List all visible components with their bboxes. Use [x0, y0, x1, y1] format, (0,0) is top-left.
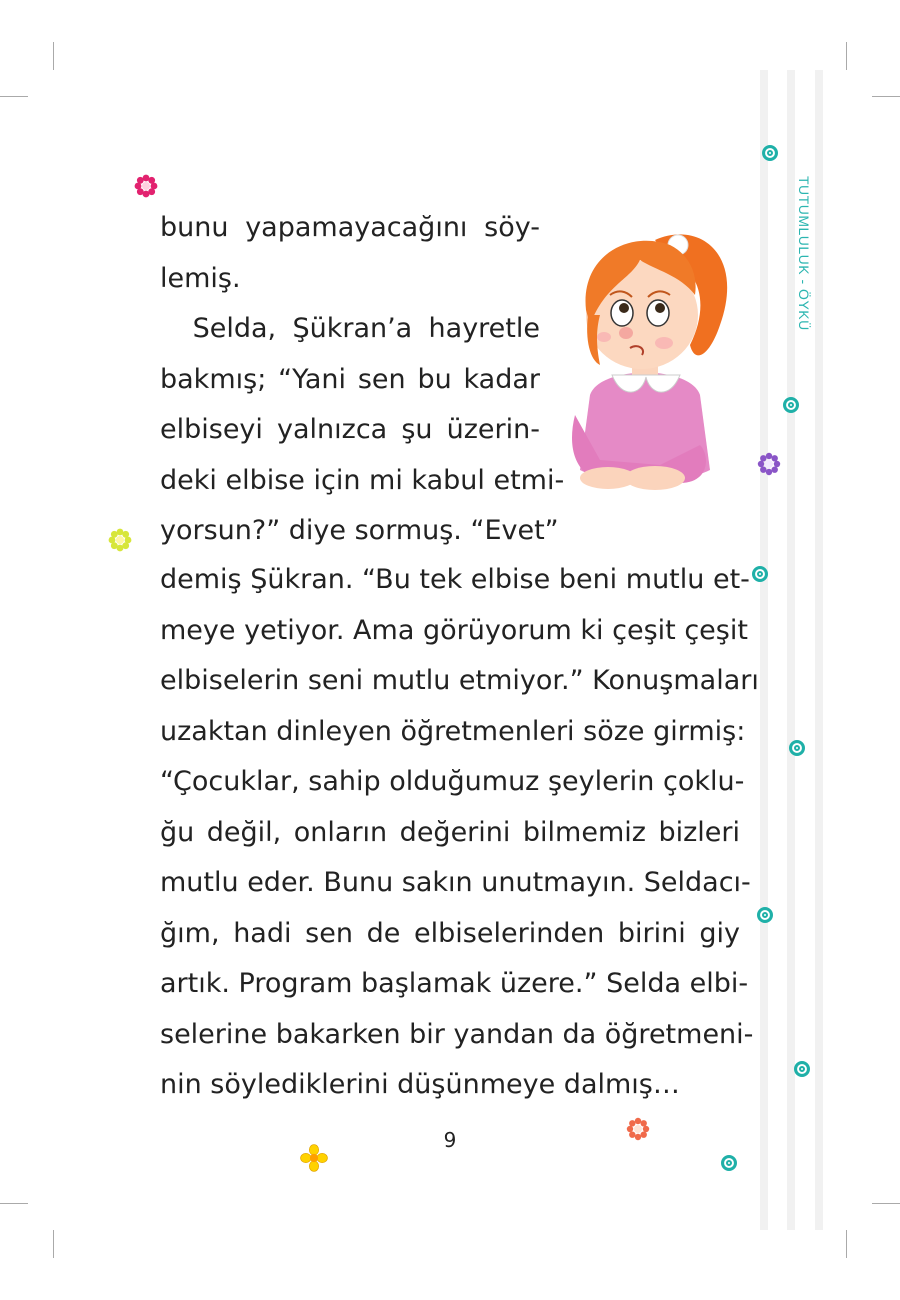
flower-icon — [134, 174, 158, 198]
crop-mark — [0, 96, 28, 97]
page-number: 9 — [443, 1128, 457, 1152]
text-line: ğu değil, onların değerini bilmemiz bizleri — [160, 816, 740, 848]
story-text-bottom — [160, 555, 759, 1111]
text-line: “Çocuklar, sahip olduğumuz şeylerin çoklu- — [160, 766, 745, 797]
story-text-top — [160, 203, 565, 557]
text-line: deki elbise için mi kabul etmi- — [160, 464, 565, 496]
crop-mark — [872, 96, 900, 97]
text-line: meye yetiyor. Ama görüyorum ki çeşit çeşit — [160, 614, 748, 646]
ring-icon — [762, 145, 778, 161]
crop-mark — [846, 1230, 847, 1258]
crop-mark — [53, 1230, 54, 1258]
ring-icon — [789, 740, 805, 756]
ring-icon — [757, 907, 773, 923]
crop-mark — [846, 42, 847, 70]
flower-icon — [757, 452, 781, 476]
ring-icon — [752, 566, 768, 582]
ring-icon — [783, 397, 799, 413]
side-stripe — [787, 70, 795, 1230]
side-stripe — [815, 70, 823, 1230]
text-line: ğım, hadi sen de elbiselerinden birini giy — [160, 917, 740, 949]
girl-illustration — [560, 215, 740, 500]
section-title: TUTUMLULUK - ÖYKÜ — [796, 176, 812, 331]
text-line: demiş Şükran. “Bu tek elbise beni mutlu et- — [160, 564, 750, 595]
text-line: artık. Program başlamak üzere.” Selda elbi- — [160, 968, 749, 999]
ring-icon — [721, 1155, 737, 1171]
ring-icon — [794, 1061, 810, 1077]
text-line: nin söylediklerini düşünmeye dalmış… — [160, 1069, 680, 1100]
text-line: mutlu eder. Bunu sakın unutmayın. Seldacı- — [160, 867, 751, 898]
text-line: Selda, Şükran’a hayretle — [160, 313, 540, 344]
text-line: bakmış; “Yani sen bu kadar — [160, 363, 540, 395]
crop-mark — [53, 42, 54, 70]
text-line: yorsun?” diye sormuş. “Evet” — [160, 515, 559, 546]
text-line: selerine bakarken bir yandan da öğretmeni- — [160, 1018, 754, 1050]
crop-mark — [872, 1203, 900, 1204]
text-line: bunu yapamayacağını söy- — [160, 212, 540, 243]
flower-icon — [108, 528, 132, 552]
crop-mark — [0, 1203, 28, 1204]
text-line: lemiş. — [160, 262, 241, 294]
text-line: elbiseyi yalnızca şu üzerin- — [160, 414, 540, 445]
side-stripe — [760, 70, 768, 1230]
text-line: uzaktan dinleyen öğretmenleri söze girmiş: — [160, 715, 746, 747]
text-line: elbiselerin seni mutlu etmiyor.” Konuşmaları — [160, 665, 759, 696]
